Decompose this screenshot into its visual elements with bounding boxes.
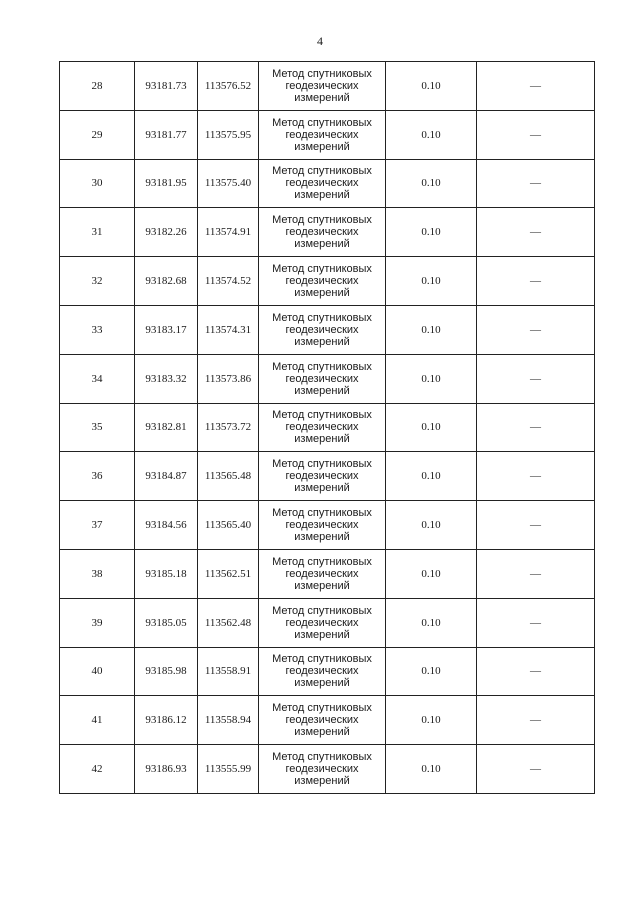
method-line-1: Метод спутниковых (272, 751, 372, 764)
method-line-2: геодезических измерений (285, 177, 359, 202)
method-cell (259, 549, 386, 598)
y-coordinate-cell: 113565.48 (198, 452, 259, 501)
note-cell: — (477, 62, 595, 111)
x-coordinate-cell: 93183.17 (135, 305, 198, 354)
table-row (60, 257, 595, 306)
note-cell: — (477, 745, 595, 794)
y-coordinate-cell: 113555.99 (198, 745, 259, 794)
note-cell: — (477, 696, 595, 745)
x-coordinate-cell: 93181.73 (135, 62, 198, 111)
method-cell (259, 257, 386, 306)
point-number-cell: 29 (60, 110, 135, 159)
method-cell (259, 501, 386, 550)
method-line-2: геодезических измерений (285, 128, 359, 153)
table-row (60, 598, 595, 647)
x-coordinate-cell: 93183.32 (135, 354, 198, 403)
note-cell: — (477, 110, 595, 159)
method-line-1: Метод спутниковых (272, 116, 372, 129)
method-line-2: геодезических измерений (285, 763, 359, 788)
note-cell: — (477, 647, 595, 696)
method-line-1: Метод спутниковых (272, 458, 372, 471)
method-cell (259, 403, 386, 452)
method-line-1: Метод спутниковых (272, 409, 372, 422)
method-cell (259, 452, 386, 501)
method-line-1: Метод спутниковых (272, 263, 372, 276)
point-number-cell: 35 (60, 403, 135, 452)
y-coordinate-cell: 113575.95 (198, 110, 259, 159)
x-coordinate-cell: 93185.18 (135, 549, 198, 598)
note-cell: — (477, 159, 595, 208)
coordinates-table (59, 61, 595, 794)
method-line-2: геодезических измерений (285, 519, 359, 544)
note-cell: — (477, 354, 595, 403)
method-cell (259, 62, 386, 111)
note-cell: — (477, 257, 595, 306)
accuracy-cell: 0.10 (386, 354, 477, 403)
table-body (60, 62, 595, 794)
method-line-1: Метод спутниковых (272, 214, 372, 227)
point-number-cell: 39 (60, 598, 135, 647)
method-line-2: геодезических измерений (285, 665, 359, 690)
method-cell (259, 647, 386, 696)
y-coordinate-cell: 113558.94 (198, 696, 259, 745)
method-line-2: геодезических измерений (285, 275, 359, 300)
accuracy-cell: 0.10 (386, 159, 477, 208)
accuracy-cell: 0.10 (386, 62, 477, 111)
x-coordinate-cell: 93181.95 (135, 159, 198, 208)
method-line-2: геодезических измерений (285, 421, 359, 446)
table-row (60, 403, 595, 452)
method-line-2: геодезических измерений (285, 616, 359, 641)
y-coordinate-cell: 113574.31 (198, 305, 259, 354)
y-coordinate-cell: 113576.52 (198, 62, 259, 111)
point-number-cell: 41 (60, 696, 135, 745)
method-line-1: Метод спутниковых (272, 165, 372, 178)
method-cell (259, 305, 386, 354)
y-coordinate-cell: 113565.40 (198, 501, 259, 550)
x-coordinate-cell: 93184.56 (135, 501, 198, 550)
method-line-1: Метод спутниковых (272, 702, 372, 715)
method-line-1: Метод спутниковых (272, 555, 372, 568)
method-cell (259, 354, 386, 403)
method-line-2: геодезических измерений (285, 470, 359, 495)
x-coordinate-cell: 93186.12 (135, 696, 198, 745)
method-line-1: Метод спутниковых (272, 507, 372, 520)
method-line-2: геодезических измерений (285, 323, 359, 348)
method-cell (259, 159, 386, 208)
x-coordinate-cell: 93186.93 (135, 745, 198, 794)
x-coordinate-cell: 93185.05 (135, 598, 198, 647)
method-line-1: Метод спутниковых (272, 311, 372, 324)
y-coordinate-cell: 113562.48 (198, 598, 259, 647)
x-coordinate-cell: 93184.87 (135, 452, 198, 501)
table-row (60, 549, 595, 598)
point-number-cell: 37 (60, 501, 135, 550)
method-cell (259, 208, 386, 257)
point-number-cell: 33 (60, 305, 135, 354)
accuracy-cell: 0.10 (386, 208, 477, 257)
y-coordinate-cell: 113574.52 (198, 257, 259, 306)
note-cell: — (477, 598, 595, 647)
y-coordinate-cell: 113574.91 (198, 208, 259, 257)
method-line-2: геодезических измерений (285, 372, 359, 397)
accuracy-cell: 0.10 (386, 257, 477, 306)
method-line-2: геодезических измерений (285, 567, 359, 592)
accuracy-cell: 0.10 (386, 452, 477, 501)
point-number-cell: 34 (60, 354, 135, 403)
accuracy-cell: 0.10 (386, 549, 477, 598)
point-number-cell: 31 (60, 208, 135, 257)
point-number-cell: 32 (60, 257, 135, 306)
x-coordinate-cell: 93181.77 (135, 110, 198, 159)
method-line-1: Метод спутниковых (272, 360, 372, 373)
point-number-cell: 28 (60, 62, 135, 111)
table-row (60, 501, 595, 550)
note-cell: — (477, 403, 595, 452)
table-row (60, 647, 595, 696)
note-cell: — (477, 305, 595, 354)
y-coordinate-cell: 113575.40 (198, 159, 259, 208)
y-coordinate-cell: 113562.51 (198, 549, 259, 598)
method-line-2: геодезических измерений (285, 714, 359, 739)
x-coordinate-cell: 93182.68 (135, 257, 198, 306)
y-coordinate-cell: 113558.91 (198, 647, 259, 696)
table-row (60, 62, 595, 111)
table-row (60, 354, 595, 403)
point-number-cell: 40 (60, 647, 135, 696)
accuracy-cell: 0.10 (386, 745, 477, 794)
note-cell: — (477, 452, 595, 501)
note-cell: — (477, 549, 595, 598)
y-coordinate-cell: 113573.86 (198, 354, 259, 403)
method-line-1: Метод спутниковых (272, 604, 372, 617)
method-cell (259, 696, 386, 745)
table-row (60, 745, 595, 794)
y-coordinate-cell: 113573.72 (198, 403, 259, 452)
accuracy-cell: 0.10 (386, 403, 477, 452)
method-line-1: Метод спутниковых (272, 653, 372, 666)
accuracy-cell: 0.10 (386, 598, 477, 647)
accuracy-cell: 0.10 (386, 501, 477, 550)
method-line-2: геодезических измерений (285, 226, 359, 251)
table-row (60, 208, 595, 257)
point-number-cell: 42 (60, 745, 135, 794)
method-cell (259, 110, 386, 159)
page-number: 4 (317, 34, 323, 48)
table-row (60, 110, 595, 159)
table-row (60, 305, 595, 354)
table-row (60, 696, 595, 745)
method-cell (259, 598, 386, 647)
point-number-cell: 30 (60, 159, 135, 208)
x-coordinate-cell: 93185.98 (135, 647, 198, 696)
accuracy-cell: 0.10 (386, 305, 477, 354)
method-cell (259, 745, 386, 794)
accuracy-cell: 0.10 (386, 696, 477, 745)
table-row (60, 452, 595, 501)
accuracy-cell: 0.10 (386, 110, 477, 159)
method-line-1: Метод спутниковых (272, 67, 372, 80)
point-number-cell: 36 (60, 452, 135, 501)
point-number-cell: 38 (60, 549, 135, 598)
note-cell: — (477, 208, 595, 257)
x-coordinate-cell: 93182.26 (135, 208, 198, 257)
table-row (60, 159, 595, 208)
note-cell: — (477, 501, 595, 550)
x-coordinate-cell: 93182.81 (135, 403, 198, 452)
method-line-2: геодезических измерений (285, 79, 359, 104)
accuracy-cell: 0.10 (386, 647, 477, 696)
